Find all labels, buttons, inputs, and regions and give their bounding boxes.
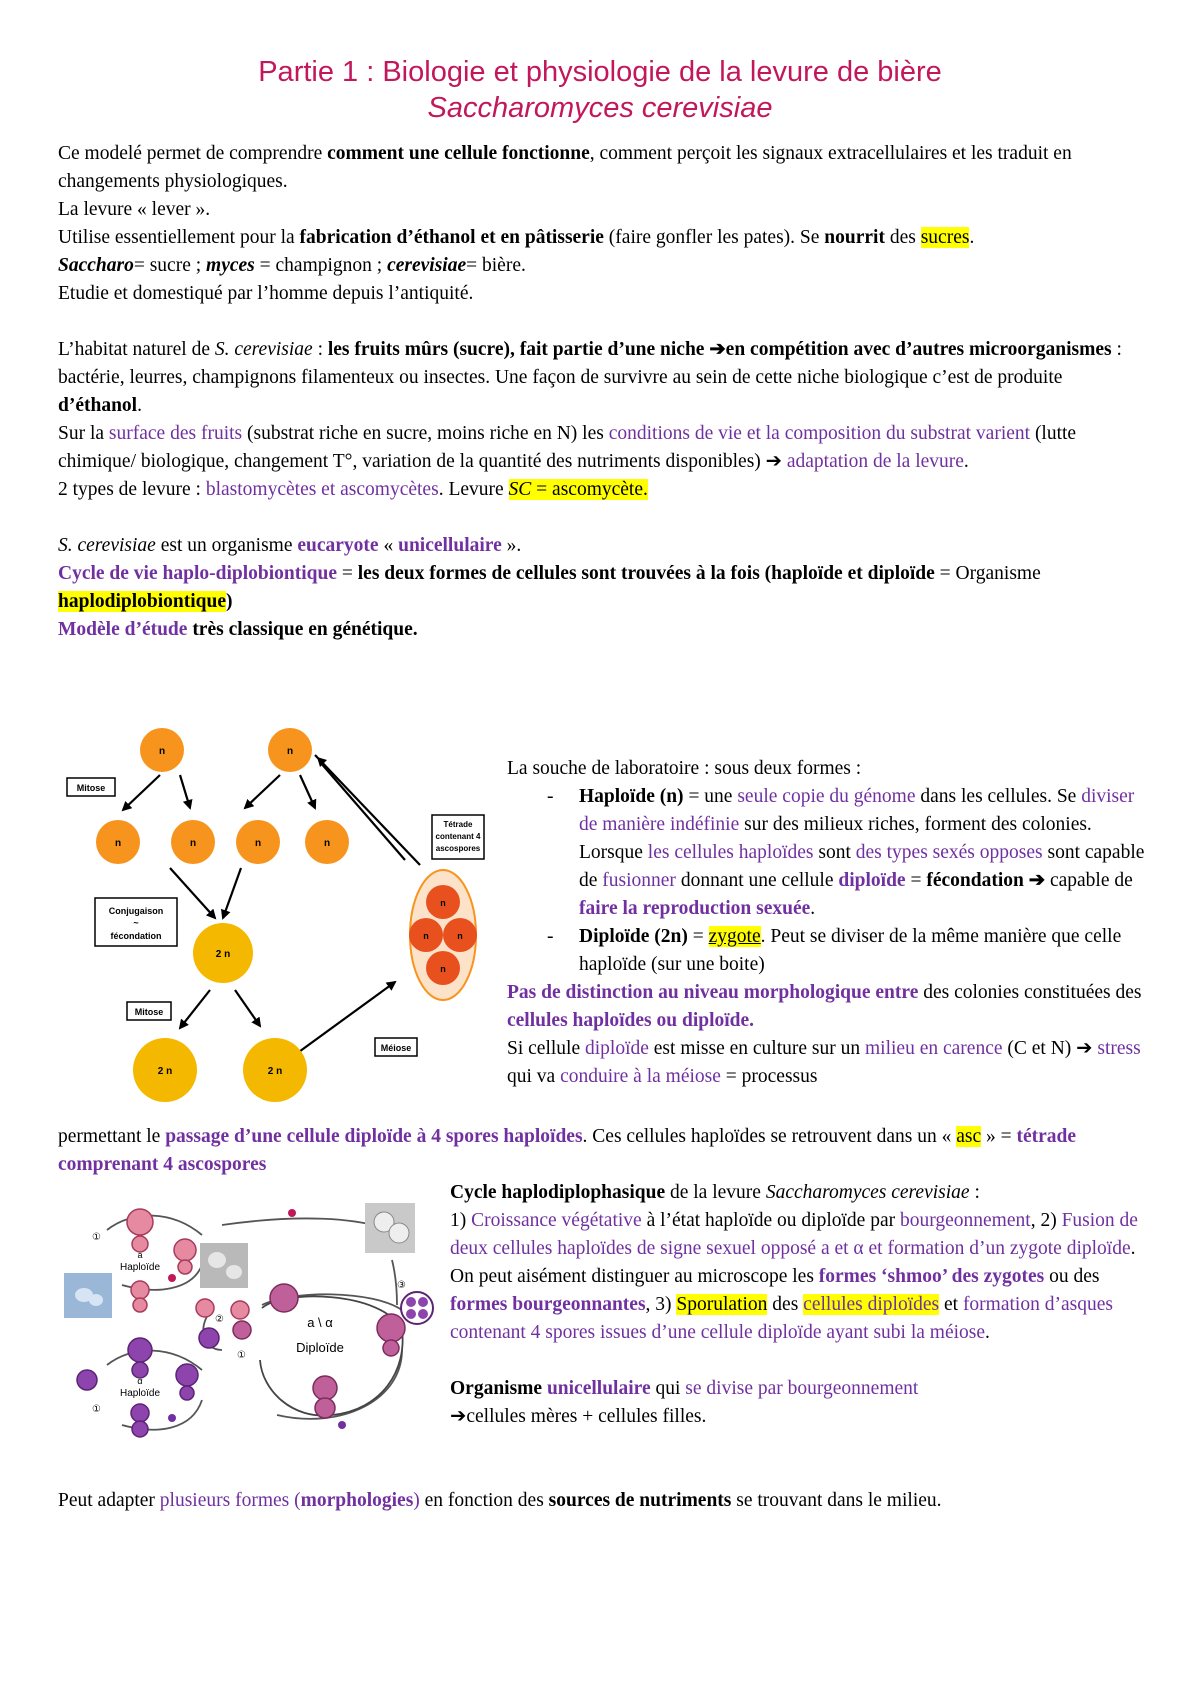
cell-label: n [323,838,331,849]
step-number: ② [215,1314,224,1325]
mating-type-label: α [137,1376,143,1386]
haploid-list-item: - Haploïde (n) = une seule copie du génome dans les cellules. Se diviser de manière indéfinie sur des milieux riches, forment des colonies. Lorsque les cellules haploïdes sont des types sexés opposes sont capable de fusionner donnant une cellule diploïde = fécondation ➔ capable de faire la reproduction sexuée. [547,786,1145,919]
photo-cell [208,1252,226,1268]
cell-label: n [286,746,294,757]
photo-cell [89,1294,103,1306]
carence-paragraph: Si cellule diploïde est misse en culture sur un milieu en carence (C et N) ➔ stress qui va conduire à la méiose = processus [507,1038,1141,1087]
diploid-cell [377,1314,405,1342]
bud-cell [133,1298,147,1312]
haploid-a-cell [174,1239,196,1261]
zygote-part [233,1321,251,1339]
spore-cell [418,1297,428,1307]
tetrade-label: contenant 4 [435,832,481,841]
model-paragraph: Modèle d’étude très classique en génétique. [58,619,418,640]
intro-paragraph: La levure « lever ». [58,199,211,220]
spore-cell [406,1309,416,1319]
haplodiplophasic-cycle-diagram [62,1200,444,1445]
haploid-alpha-cell [77,1370,97,1390]
passage-section [58,1123,1143,1179]
spacer [450,1347,1150,1375]
fecondation-label: fécondation [110,931,162,941]
step-number: ① [237,1350,246,1361]
haploid-alpha-cell [131,1404,149,1422]
microscope-photo [200,1243,248,1288]
meiose-label: Méiose [380,1043,412,1053]
types-paragraph: 2 types de levure : blastomycètes et ascomycètes. Levure SC = ascomycète. [58,479,648,500]
cycle-dot [288,1209,296,1217]
tilde-label: ~ [133,918,139,928]
mitose-label: Mitose [134,1007,164,1017]
cell-label: n [423,931,429,941]
diploid-list-item: - Diploïde (2n) = zygote. Peut se diviser de la même manière que celle haploïde (sur une boite) [547,926,1122,975]
mitose-label: Mitose [76,783,106,793]
bud-cell [180,1386,194,1400]
haploid-label: Haploïde [119,1262,161,1273]
tetrade-label: ascospores [435,844,481,853]
conjugaison-label: Conjugaison [108,906,164,916]
organisme-paragraph: Organisme unicellulaire qui se divise par bourgeonnement ➔cellules mères + cellules filles. [450,1378,919,1427]
souche-intro: La souche de laboratoire : sous deux formes : [507,758,862,779]
spacer [58,504,1143,532]
cell-label: n [457,931,463,941]
ascus [401,1292,433,1324]
haploid-alpha-cell [128,1338,152,1362]
habitat-paragraph: L’habitat naturel de S. cerevisiae : les fruits mûrs (sucre), fait partie d’une niche ➔en compétition avec d’autres microorganismes : bactérie, leurres, champignons filamenteux ou insectes. Une façon de survivre au sein de cette niche biologique c’est de produite d’éthanol. [58,339,1122,416]
step-number: ③ [397,1280,406,1291]
haplodiplo-paragraph: Cycle haplodiplophasique de la levure Saccharomyces cerevisiae : 1) Croissance végétative à l’état haploïde ou diploïde par bourgeonnement, 2) Fusion de deux cellules haploïdes de signe sexuel opposé a et α et formation d’un zygote diploïde. On peut aisément distinguer au microscope les formes ‘shmoo’ des zygotes ou des formes bourgeonnantes, 3) Sporulation des cellules diploïdes et formation d’asques contenant 4 spores issues d’une cellule diploïde ayant subi la méiose. [450,1182,1138,1343]
morphology-paragraph: Pas de distinction au niveau morphologique entre des colonies constituées des cellules haploïdes ou diploïde. [507,982,1142,1031]
spacer [58,308,1143,336]
photo-cell [389,1223,409,1243]
cycle-dot [168,1274,176,1282]
spore-cell [418,1309,428,1319]
page-subtitle: Saccharomyces cerevisiae [427,92,773,124]
cycle-dot [168,1414,176,1422]
haplodiplo-section [450,1179,1150,1431]
cell-label: n [440,898,446,908]
bud-cell [383,1340,399,1356]
intro-section [58,140,1143,644]
formes-paragraph: Peut adapter plusieurs formes (morphologies) en fonction des sources de nutriments se trouvant dans le milieu. [58,1490,942,1511]
diploid-mating-label: a \ α [307,1315,333,1330]
haploid-a-cell [131,1281,149,1299]
surface-paragraph: Sur la surface des fruits (substrat riche en sucre, moins riche en N) les conditions de vie et la composition du substrat varient (lutte chimique/ biologique, changement T°, variation de la quantité des nutriments disponibles) ➔ adaptation de la levure. [58,423,1077,472]
diploid-cell [313,1376,337,1400]
souche-section [507,755,1147,1091]
haploid-alpha-cell [199,1328,219,1348]
photo-cell [226,1265,242,1279]
bud-cell [132,1421,148,1437]
step-number: ① [92,1232,101,1243]
intro-paragraph: Utilise essentiellement pour la fabrication d’éthanol et en pâtisserie (faire gonfler les pates). Se nourrit des sucres. [58,227,975,248]
formes-section [58,1487,1143,1515]
cell-label: 2 n [157,1066,173,1077]
intro-paragraph: Etudie et domestiqué par l’homme depuis l’antiquité. [58,283,474,304]
cell-label: n [114,838,122,849]
cell-label: n [158,746,166,757]
cell-label: n [440,964,446,974]
tetrade-label: Tétrade [443,820,473,829]
diploid-cell [270,1284,298,1312]
page-title: Partie 1 : Biologie et physiologie de la levure de bière [258,56,942,88]
cycle-paragraph: Cycle de vie haplo-diplobiontique = les deux formes de cellules sont trouvées à la fois (haploïde et diploïde = Organisme haplodiplobiontique) [58,563,1041,612]
intro-paragraph: Ce modelé permet de comprendre comment une cellule fonctionne, comment perçoit les signaux extracellulaires et les traduit en changements physiologiques. [58,143,1072,192]
etymology-paragraph: Saccharo= sucre ; myces = champignon ; cerevisiae= bière. [58,255,526,276]
zygote-part [231,1301,249,1319]
bud-cell [315,1398,335,1418]
haploid-label: Haploïde [119,1388,161,1399]
passage-paragraph: permettant le passage d’une cellule diploïde à 4 spores haploïdes. Ces cellules haploïdes se retrouvent dans un « asc » = tétrade comprenant 4 ascospores [58,1126,1077,1175]
mating-type-label: a [137,1250,143,1260]
haploid-a-cell [127,1209,153,1235]
cell-label: 2 n [267,1066,283,1077]
cell-label: n [189,838,197,849]
bud-cell [178,1260,192,1274]
haploid-alpha-cell [176,1364,198,1386]
life-cycle-diagram [65,720,495,1115]
diploid-label: Diploïde [296,1340,344,1355]
step-number: ① [92,1404,101,1415]
cell-label: 2 n [215,949,231,960]
spore-cell [406,1297,416,1307]
cycle-dot [338,1421,346,1429]
cell-label: n [254,838,262,849]
haploid-a-cell [196,1299,214,1317]
eukaryote-paragraph: S. cerevisiae est un organisme eucaryote « unicellulaire ». [58,535,522,556]
